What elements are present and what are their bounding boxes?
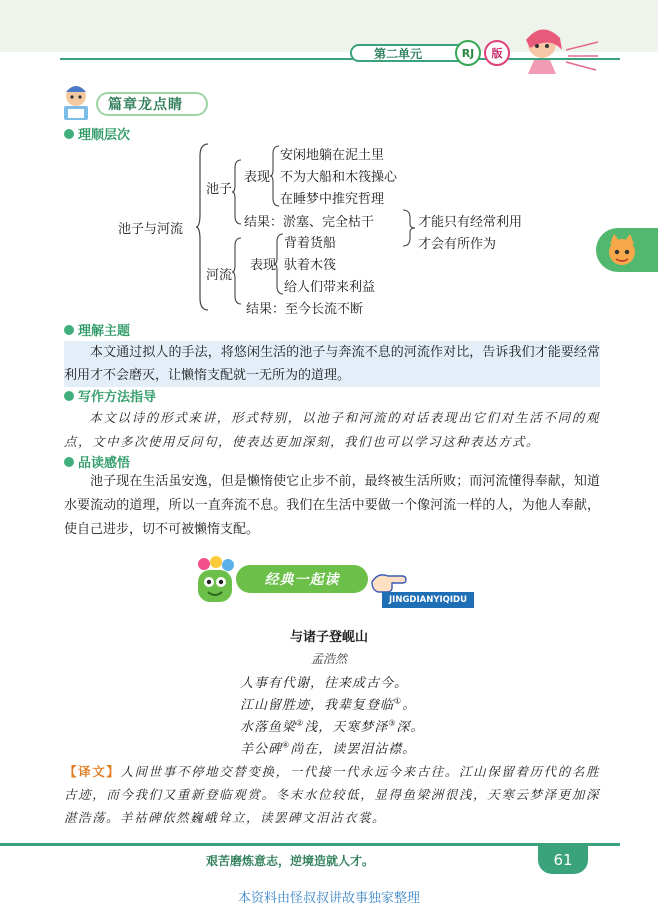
footnote-marker: ② [296,718,305,728]
heading-theme [64,320,130,339]
heading-reading-text: 品读感悟 [78,456,131,471]
tree-pond-perf-label: 表现 [244,170,271,185]
heading-theme-text: 理解主题 [78,324,131,339]
footer-motto: 艰苦磨炼意志，逆境造就人才。 [206,854,375,868]
poem-author: 孟浩然 [310,652,347,666]
poem-line-text: 羊公碑 [240,742,283,757]
banner-pinyin: JINGDIANYIQIDU [382,592,474,608]
edition-badge-ban: 版 [484,40,510,66]
reading-paragraph: 池子现在生活虽安逸，但是懒惰使它止步不前，最终被生活所败；而河流懂得奉献，知道水要流动的道理，所以一直奔流不息。我们在生活中要做一个像河流一样的人，为他人奉献，使自己进步，切不可被懒惰支配。 [64,474,600,537]
poem-line [240,694,416,713]
tree-river-item: 驮着木筏 [284,258,337,273]
poem-line-tail: 深。 [396,720,425,735]
tree-river-label: 河流 [206,268,233,283]
page-number: 61 [538,846,588,874]
heading-writing [64,386,156,405]
tree-pond-item: 在睡梦中推究哲理 [280,192,385,207]
tree-river-perf-label: 表现 [250,258,277,273]
tree-pond-item: 安闲地躺在泥土里 [280,148,385,163]
credit-line: 本资料由怪叔叔讲故事独家整理 [237,891,420,906]
poem-line-text: 水落鱼梁 [240,720,297,735]
bullet-icon [64,129,74,139]
heading-structure [64,124,130,143]
green-monster-icon [190,556,240,612]
footnote-marker: ④ [282,740,291,750]
poem-line-mid: 浅，天寒梦泽 [304,720,389,735]
fox-mascot-icon [602,230,642,270]
tree-pond-result: 结果：淤塞、完全枯干 [244,215,375,230]
side-tab [596,228,658,272]
root-brace [196,142,210,312]
poem-line [240,738,416,757]
poem-title: 与诸子登岘山 [289,630,368,645]
river-brace [232,236,242,308]
poem-line-text: 人事有代谢，往来成古今。 [240,676,409,691]
conclusion-brace [402,208,416,248]
tree-pond-item: 不为大船和木筏操心 [280,170,398,185]
pointing-hand-icon [368,568,408,594]
pond-brace [232,158,242,228]
bullet-icon [64,325,74,335]
translation-tag: 【译文】 [64,764,121,779]
pond-perf-brace [270,144,280,210]
theme-paragraph: 本文通过拟人的手法，将悠闲生活的池子与奔流不息的河流作对比，告诉我们才能要经常利用才不会磨灭，让懒惰支配就一无所为的道理。 [64,341,600,387]
translation-text: 人间世事不停地交替变换，一代接一代永远今来古往。江山保留着历代的名胜古迹，而今我们又重新登临观赏。冬末水位较低，显得鱼梁洲很浅，天寒云梦泽更加深湛浩荡。羊祜碑依然巍峨耸立，读罢碑文泪沾衣裳。 [64,764,600,825]
heading-writing-text: 写作方法指导 [78,390,157,405]
tree-river-item: 背着货船 [284,236,337,251]
translation-paragraph [64,760,600,829]
river-perf-brace [274,232,284,298]
mascot-girl-icon [510,20,600,76]
bullet-icon [64,391,74,401]
tree-conclusion: 才能只有经常利用 [418,215,523,230]
poem-line [240,716,424,735]
footnote-marker: ① [394,696,403,706]
heading-reading [64,452,130,471]
writing-paragraph: 本文以诗的形式来讲，形式特别，以池子和河流的对话表现出它们对生活不同的观点，文中多次使用反问句，使表达更加深刻，我们也可以学习这种表达方式。 [64,410,600,449]
poem-line [240,672,408,691]
tree-pond-label: 池子 [206,182,233,197]
tree-river-item: 给人们带来利益 [284,280,376,295]
section-title: 篇章龙点睛 [96,92,208,116]
heading-structure-text: 理顺层次 [78,128,131,143]
footer-rule [0,843,620,846]
bullet-icon [64,457,74,467]
edition-badge-rj: RJ [455,40,481,66]
tree-conclusion: 才会有所作为 [418,237,497,252]
footnote-marker: ③ [388,718,397,728]
unit-label: 第二单元 [350,44,472,62]
poem-line-text: 江山留胜迹，我辈复登临 [240,698,395,713]
banner-title: 经典一起读 [236,565,368,593]
tree-root: 池子与河流 [118,222,184,237]
tree-river-result: 结果：至今长流不断 [246,302,364,317]
reading-boy-icon [58,82,98,122]
poem-line-tail: 。 [402,698,417,713]
poem-line-tail: 尚在，读罢泪沾襟。 [290,742,417,757]
